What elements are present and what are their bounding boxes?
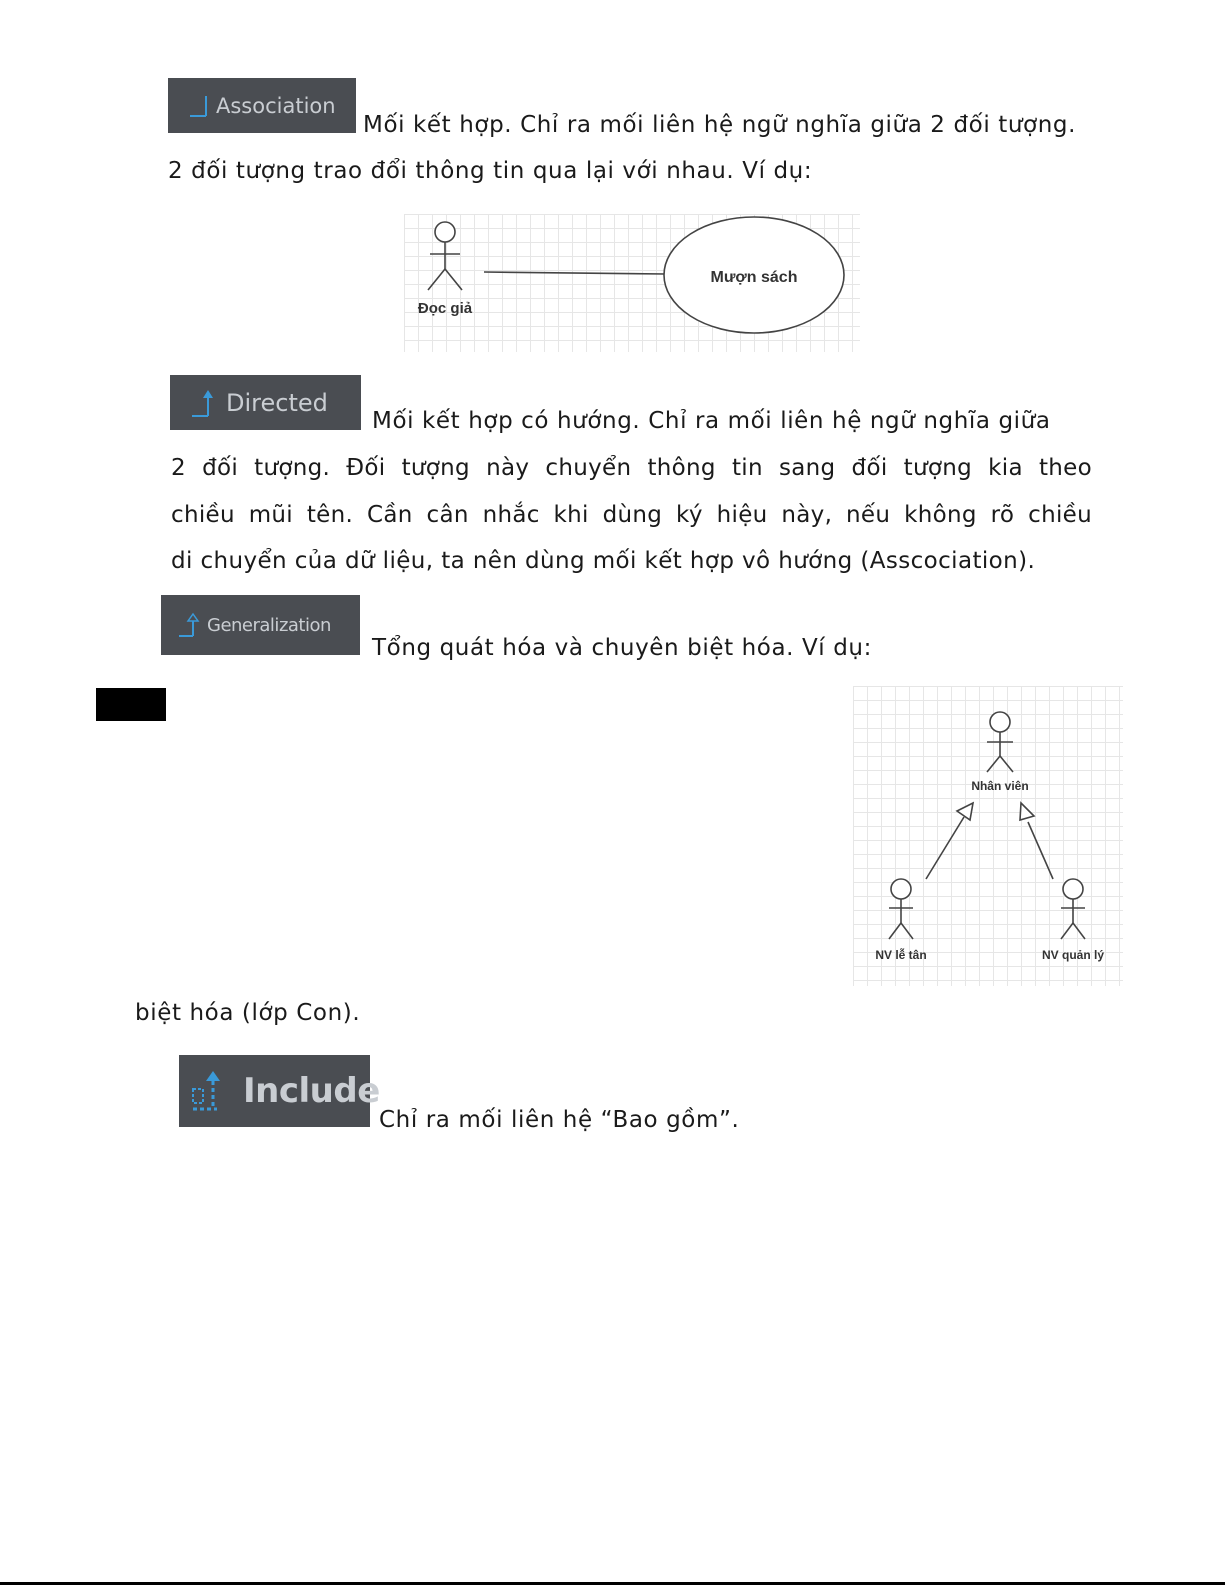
- directed-desc-line4: di chuyển của dữ liệu, ta nên dùng mối kết hợp vô hướng (Asscociation).: [171, 548, 1036, 574]
- left-child-label: NV lễ tân: [875, 948, 927, 962]
- generalization-desc-line1: Tổng quát hóa và chuyên biệt hóa. Ví dụ:: [372, 635, 872, 661]
- association-desc-line2: 2 đối tượng trao đổi thông tin qua lại với nhau. Ví dụ:: [168, 158, 813, 184]
- right-child-label: NV quản lý: [1041, 948, 1105, 962]
- redacted-block: [96, 688, 166, 721]
- generalization-trailing-text: biệt hóa (lớp Con).: [135, 1000, 361, 1026]
- generalization-arrow-icon: [177, 612, 201, 638]
- actor-figure-icon: [428, 222, 462, 290]
- actor-label: Đọc giả: [417, 300, 473, 317]
- include-arrow-icon: [187, 1069, 223, 1113]
- include-tool-label: Include: [243, 1071, 380, 1111]
- right-child-actor-icon: [1061, 879, 1085, 939]
- generalization-tool-button[interactable]: [161, 595, 360, 655]
- association-desc-line1: Mối kết hợp. Chỉ ra mối liên hệ ngữ nghĩa giữa 2 đối tượng.: [363, 112, 1076, 138]
- generalization-arrows: [926, 803, 1053, 879]
- directed-tool-label: Directed: [226, 388, 328, 417]
- association-tool-button[interactable]: [168, 78, 356, 133]
- directed-desc-line1: Mối kết hợp có hướng. Chỉ ra mối liên hệ ngữ nghĩa giữa: [372, 408, 1051, 434]
- left-child-actor-icon: [889, 879, 913, 939]
- parent-actor-label: Nhân viên: [971, 779, 1029, 793]
- association-line-icon: [188, 94, 210, 118]
- generalization-example-diagram: [853, 686, 1123, 986]
- directed-desc-line2: 2 đối tượng. Đối tượng này chuyển thông tin sang đối tượng kia theo: [171, 455, 1092, 481]
- directed-arrow-icon: [190, 388, 216, 418]
- include-desc-line1: Chỉ ra mối liên hệ “Bao gồm”.: [379, 1107, 740, 1133]
- association-tool-label: Association: [216, 93, 336, 118]
- usecase-label: Mượn sách: [710, 269, 798, 286]
- directed-tool-button[interactable]: [170, 375, 361, 430]
- generalization-tool-label: Generalization: [207, 614, 331, 636]
- association-line: [484, 272, 666, 274]
- parent-actor-icon: [987, 712, 1013, 772]
- directed-desc-line3: chiều mũi tên. Cần cân nhắc khi dùng ký hiệu này, nếu không rõ chiều: [171, 502, 1092, 528]
- include-tool-button[interactable]: [179, 1055, 380, 1127]
- association-example-diagram: [404, 214, 860, 352]
